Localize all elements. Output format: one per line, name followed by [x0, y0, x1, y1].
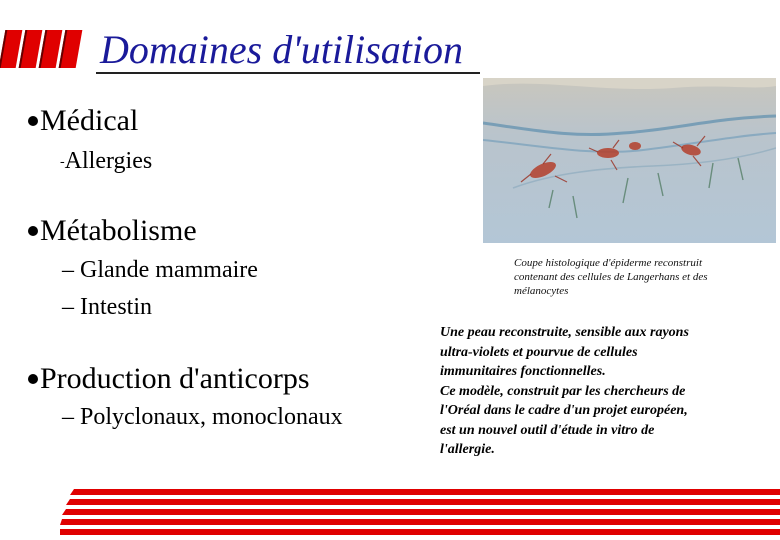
description-line: l'allergie.	[440, 442, 495, 457]
decorative-red-stripes	[60, 489, 780, 535]
description-line: est un nouvel outil d'étude in vitro de	[440, 422, 655, 438]
logo-bars	[0, 30, 80, 68]
subitem-glande-mammaire: – Glande mammaire	[62, 257, 258, 283]
photo-caption: Coupe histologique d'épiderme reconstruit contenant des cellules de Langerhans et des mélanocytes	[514, 257, 708, 297]
description-line: Ce modèle, construit par les chercheurs de	[440, 383, 686, 399]
title-underline	[96, 72, 480, 74]
subitem-polyclonaux: – Polyclonaux, monoclonaux	[62, 404, 343, 430]
description-line: Une peau reconstruite, sensible aux rayons	[440, 325, 689, 340]
bullet-dot-icon	[28, 226, 38, 236]
description-line: immunitaires fonctionnelles.	[440, 364, 606, 379]
bullet-dot-icon	[28, 116, 38, 126]
description-text	[440, 323, 740, 460]
subitem-intestin: – Intestin	[62, 294, 152, 320]
bullet-production-anticorps: Production d'anticorps	[28, 362, 310, 396]
slide-title: Domaines d'utilisation	[100, 27, 464, 72]
bullet-medical: Médical	[28, 104, 138, 138]
bullet-dot-icon	[28, 374, 38, 384]
subitem-allergies: -Allergies	[60, 148, 153, 174]
histology-photo	[483, 78, 776, 243]
description-line: ultra-violets et pourvue de cellules	[440, 344, 638, 360]
bullet-metabolisme: Métabolisme	[28, 214, 197, 248]
description-line: l'Oréal dans le cadre d'un projet européen,	[440, 403, 688, 418]
